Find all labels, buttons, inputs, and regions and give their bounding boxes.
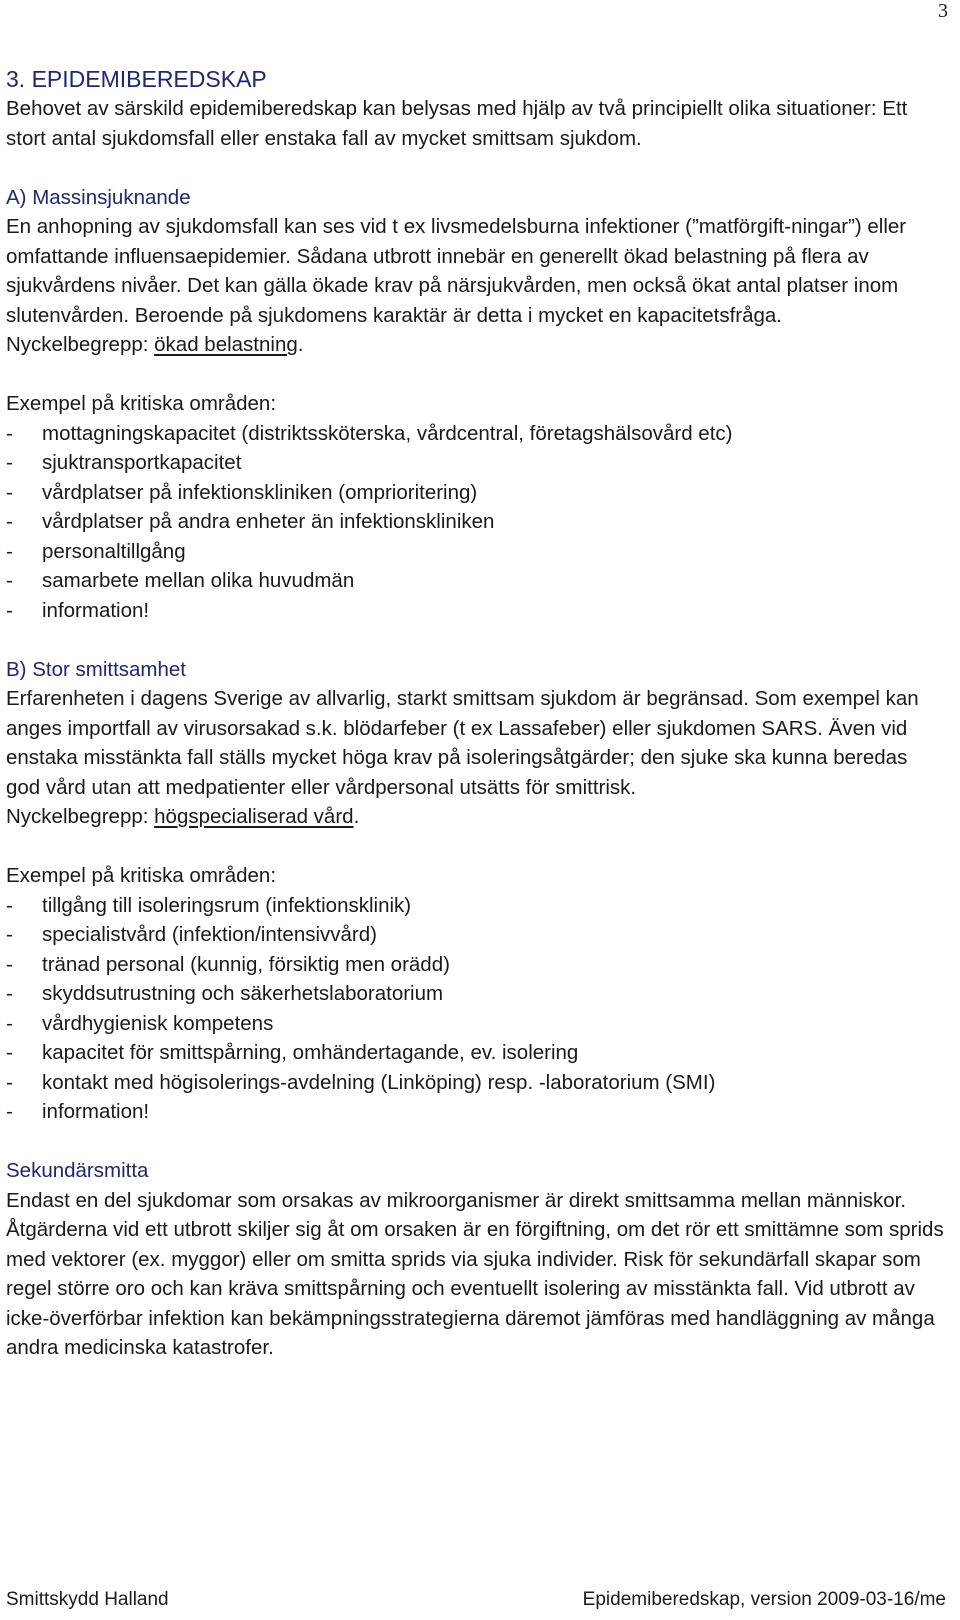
list-item: - kontakt med högisolerings-avdelning (Linköping) resp. -laboratorium (SMI) <box>6 1070 716 1094</box>
list-item: - vårdplatser på andra enheter än infektionskliniken <box>6 510 495 533</box>
section-b-key-label: Nyckelbegrepp: <box>6 805 155 828</box>
page-footer <box>6 1588 946 1612</box>
list-item: - tillgång till isoleringsrum (infektionsklinik) <box>6 893 412 917</box>
page-number: 3 <box>938 0 948 22</box>
section-b-examples-list <box>6 891 946 1127</box>
section-a-key-end: . <box>297 333 304 356</box>
list-item: - samarbete mellan olika huvudmän <box>6 569 355 592</box>
list-item: - sjuktransportkapacitet <box>6 451 242 474</box>
section-a-examples-label: Exempel på kritiska områden: <box>6 392 277 415</box>
section-b-key-term: högspecialiserad vård <box>154 805 354 828</box>
list-item: - mottagningskapacitet (distriktssköterska, vårdcentral, företagshälsovård etc) <box>6 421 733 445</box>
list-item: - information! <box>6 1100 150 1123</box>
footer-left: Smittskydd Halland <box>6 1589 169 1610</box>
list-item: - information! <box>6 598 150 622</box>
section-a-examples-list <box>6 419 946 626</box>
section-b-examples-label: Exempel på kritiska områden: <box>6 864 277 887</box>
page-title: 3. EPIDEMIBEREDSKAP <box>6 66 267 92</box>
section-a-body: En anhopning av sjukdomsfall kan ses vid t ex livsmedelsburna infektioner (”matförgift-ningar”) eller omfattande influensaepidemier. Sådana utbrott innebär en generellt ökad belastning på flera av sjukvårdens nivåer. Det kan gälla ökade krav på närsjukvården, men också ökat antal platser inom slutenvården. Beroende på sjukdomens karaktär är detta i mycket en kapacitetsfråga. <box>6 215 907 327</box>
list-item: - tränad personal (kunnig, försiktig men orädd) <box>6 952 450 976</box>
list-item: - personaltillgång <box>6 539 186 563</box>
list-item: - vårdplatser på infektionskliniken (omprioritering) <box>6 480 478 504</box>
document-body <box>6 64 946 1363</box>
section-b-title: B) Stor smittsamhet <box>6 657 186 681</box>
list-item: - specialistvård (infektion/intensivvård) <box>6 923 377 946</box>
section-a-title: A) Massinsjuknande <box>6 185 191 209</box>
section-a-key-label: Nyckelbegrepp: <box>6 333 155 356</box>
intro-paragraph: Behovet av särskild epidemiberedskap kan belysas med hjälp av två principiellt olika situationer: Ett stort antal sjukdomsfall eller enstaka fall av mycket smittsam sjukdom. <box>6 97 908 150</box>
section-a-keyword-line <box>6 330 946 360</box>
section-b-key-end: . <box>353 805 360 828</box>
list-item: - skyddsutrustning och säkerhetslaboratorium <box>6 982 444 1005</box>
section-c-title: Sekundärsmitta <box>6 1159 149 1182</box>
list-item: - kapacitet för smittspårning, omhändertagande, ev. isolering <box>6 1041 579 1064</box>
footer-right: Epidemiberedskap, version 2009-03-16/me <box>582 1589 946 1610</box>
list-item: - vårdhygienisk kompetens <box>6 1011 274 1035</box>
section-a-key-term: ökad belastning <box>154 333 298 356</box>
section-c-body: Endast en del sjukdomar som orsakas av mikroorganismer är direkt smittsamma mellan människor. Åtgärderna vid ett utbrott skiljer sig åt om orsaken är en förgiftning, om det rör ett smittämne som sprids med vektorer (ex. myggor) eller om smitta sprids via sjuka individer. Risk för sekundärfall skapar som regel större oro och kan kräva smittspårning och eventuellt isolering av misstänkta fall. Vid utbrott av icke-överförbar infektion kan bekämpningsstrategierna däremot jämföras med handläggning av många andra medicinska katastrofer. <box>6 1188 944 1359</box>
section-b-keyword-line <box>6 802 946 832</box>
section-b-body: Erfarenheten i dagens Sverige av allvarlig, starkt smittsam sjukdom är begränsad. Som exempel kan anges importfall av virusorsakad s.k. blödarfeber (t ex Lassafeber) eller sjukdomen SARS. Även vid enstaka misstänkta fall ställs mycket höga krav på isoleringsåtgärder; den sjuke ska kunna beredas god vård utan att medpatienter eller vårdpersonal utsätts för smittrisk. <box>6 687 919 799</box>
